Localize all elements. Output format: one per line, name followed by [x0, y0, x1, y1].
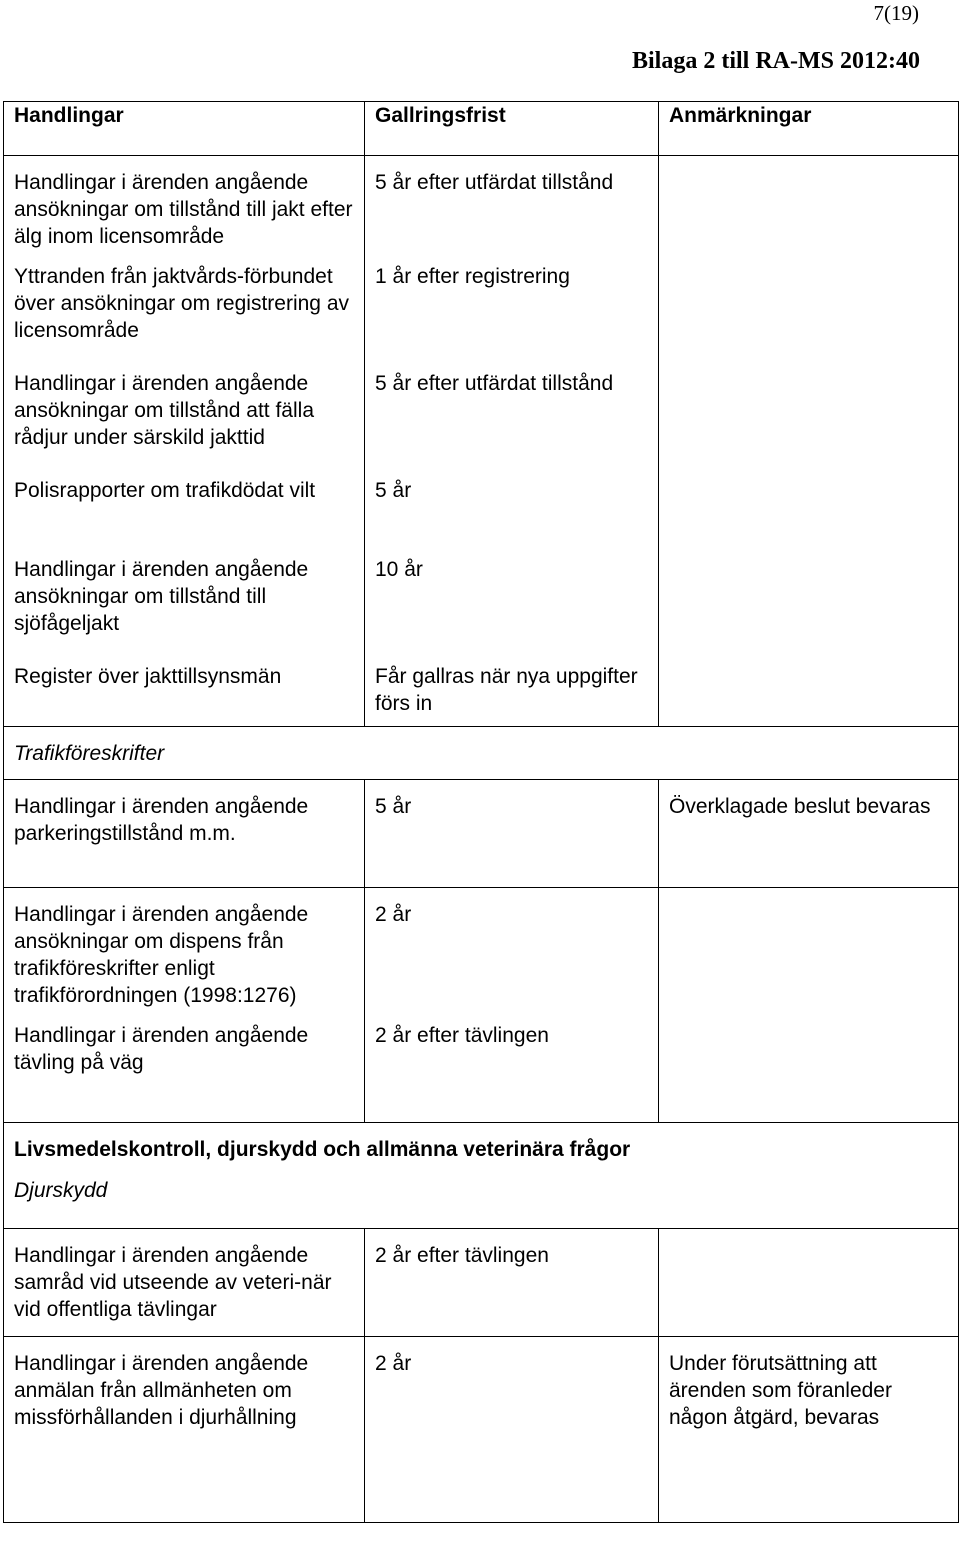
note-cell: [659, 1229, 959, 1337]
table-row: [4, 780, 959, 888]
note-cell: [659, 663, 959, 727]
section-row: [4, 727, 959, 780]
doc-cell: Handlingar i ärenden angående ansökningar om tillstånd till jakt efter älg inom licensområde: [4, 156, 365, 263]
table-row: [4, 888, 959, 1022]
note-cell: Överklagade beslut bevaras: [659, 780, 959, 888]
doc-cell: Polisrapporter om trafikdödat vilt: [4, 477, 365, 556]
doc-cell: Handlingar i ärenden angående anmälan från allmänheten om missförhållanden i djurhållning: [4, 1337, 365, 1523]
doc-cell: Handlingar i ärenden angående samråd vid utseende av veteri-när vid offentliga tävlingar: [4, 1229, 365, 1337]
doc-cell: Handlingar i ärenden angående parkeringstillstånd m.m.: [4, 780, 365, 888]
table-row: [4, 663, 959, 727]
page-number: 7(19): [873, 1, 919, 25]
doc-cell: Handlingar i ärenden angående ansökningar om tillstånd till sjöfågeljakt: [4, 556, 365, 663]
table-row: [4, 477, 959, 556]
period-cell: 2 år efter tävlingen: [365, 1022, 659, 1123]
table-row: [4, 263, 959, 370]
note-cell: [659, 370, 959, 477]
section-heading-djurskydd: Djurskydd: [4, 1177, 959, 1229]
period-cell: 10 år: [365, 556, 659, 663]
table-row: [4, 370, 959, 477]
table-row: [4, 556, 959, 663]
table-row: [4, 1337, 959, 1523]
note-cell: [659, 556, 959, 663]
period-cell: 2 år: [365, 1337, 659, 1523]
section-heading-trafik: Trafikföreskrifter: [4, 727, 959, 780]
header-handlingar: Handlingar: [4, 102, 365, 156]
header-gallringsfrist: Gallringsfrist: [365, 102, 659, 156]
note-cell: [659, 1022, 959, 1123]
note-cell: [659, 477, 959, 556]
table-header-row: [4, 102, 959, 156]
retention-table: [3, 101, 959, 1523]
table-row: [4, 1229, 959, 1337]
table-row: [4, 1022, 959, 1123]
period-cell: 5 år efter utfärdat tillstånd: [365, 156, 659, 263]
doc-cell: Handlingar i ärenden angående ansökningar om dispens från trafikföreskrifter enligt trafikförordningen (1998:1276): [4, 888, 365, 1022]
period-cell: 1 år efter registrering: [365, 263, 659, 370]
section-heading-livsmedel: Livsmedelskontroll, djurskydd och allmänna veterinära frågor: [4, 1123, 959, 1177]
doc-cell: Handlingar i ärenden angående tävling på väg: [4, 1022, 365, 1123]
period-cell: 5 år: [365, 477, 659, 556]
attachment-title: Bilaga 2 till RA-MS 2012:40: [632, 48, 920, 74]
note-cell: [659, 888, 959, 1022]
period-cell: 2 år efter tävlingen: [365, 1229, 659, 1337]
period-cell: 5 år: [365, 780, 659, 888]
table-row: [4, 156, 959, 263]
note-cell: Under förutsättning att ärenden som föranleder någon åtgärd, bevaras: [659, 1337, 959, 1523]
header-anmarkningar: Anmärkningar: [659, 102, 959, 156]
doc-cell: Handlingar i ärenden angående ansökningar om tillstånd att fälla rådjur under särskild jakttid: [4, 370, 365, 477]
section-row: [4, 1177, 959, 1229]
doc-cell: Yttranden från jaktvårds-förbundet över ansökningar om registrering av licensområde: [4, 263, 365, 370]
note-cell: [659, 156, 959, 263]
note-cell: [659, 263, 959, 370]
period-cell: Får gallras när nya uppgifter förs in: [365, 663, 659, 727]
period-cell: 5 år efter utfärdat tillstånd: [365, 370, 659, 477]
period-cell: 2 år: [365, 888, 659, 1022]
section-row: [4, 1123, 959, 1177]
doc-cell: Register över jakttillsynsmän: [4, 663, 365, 727]
